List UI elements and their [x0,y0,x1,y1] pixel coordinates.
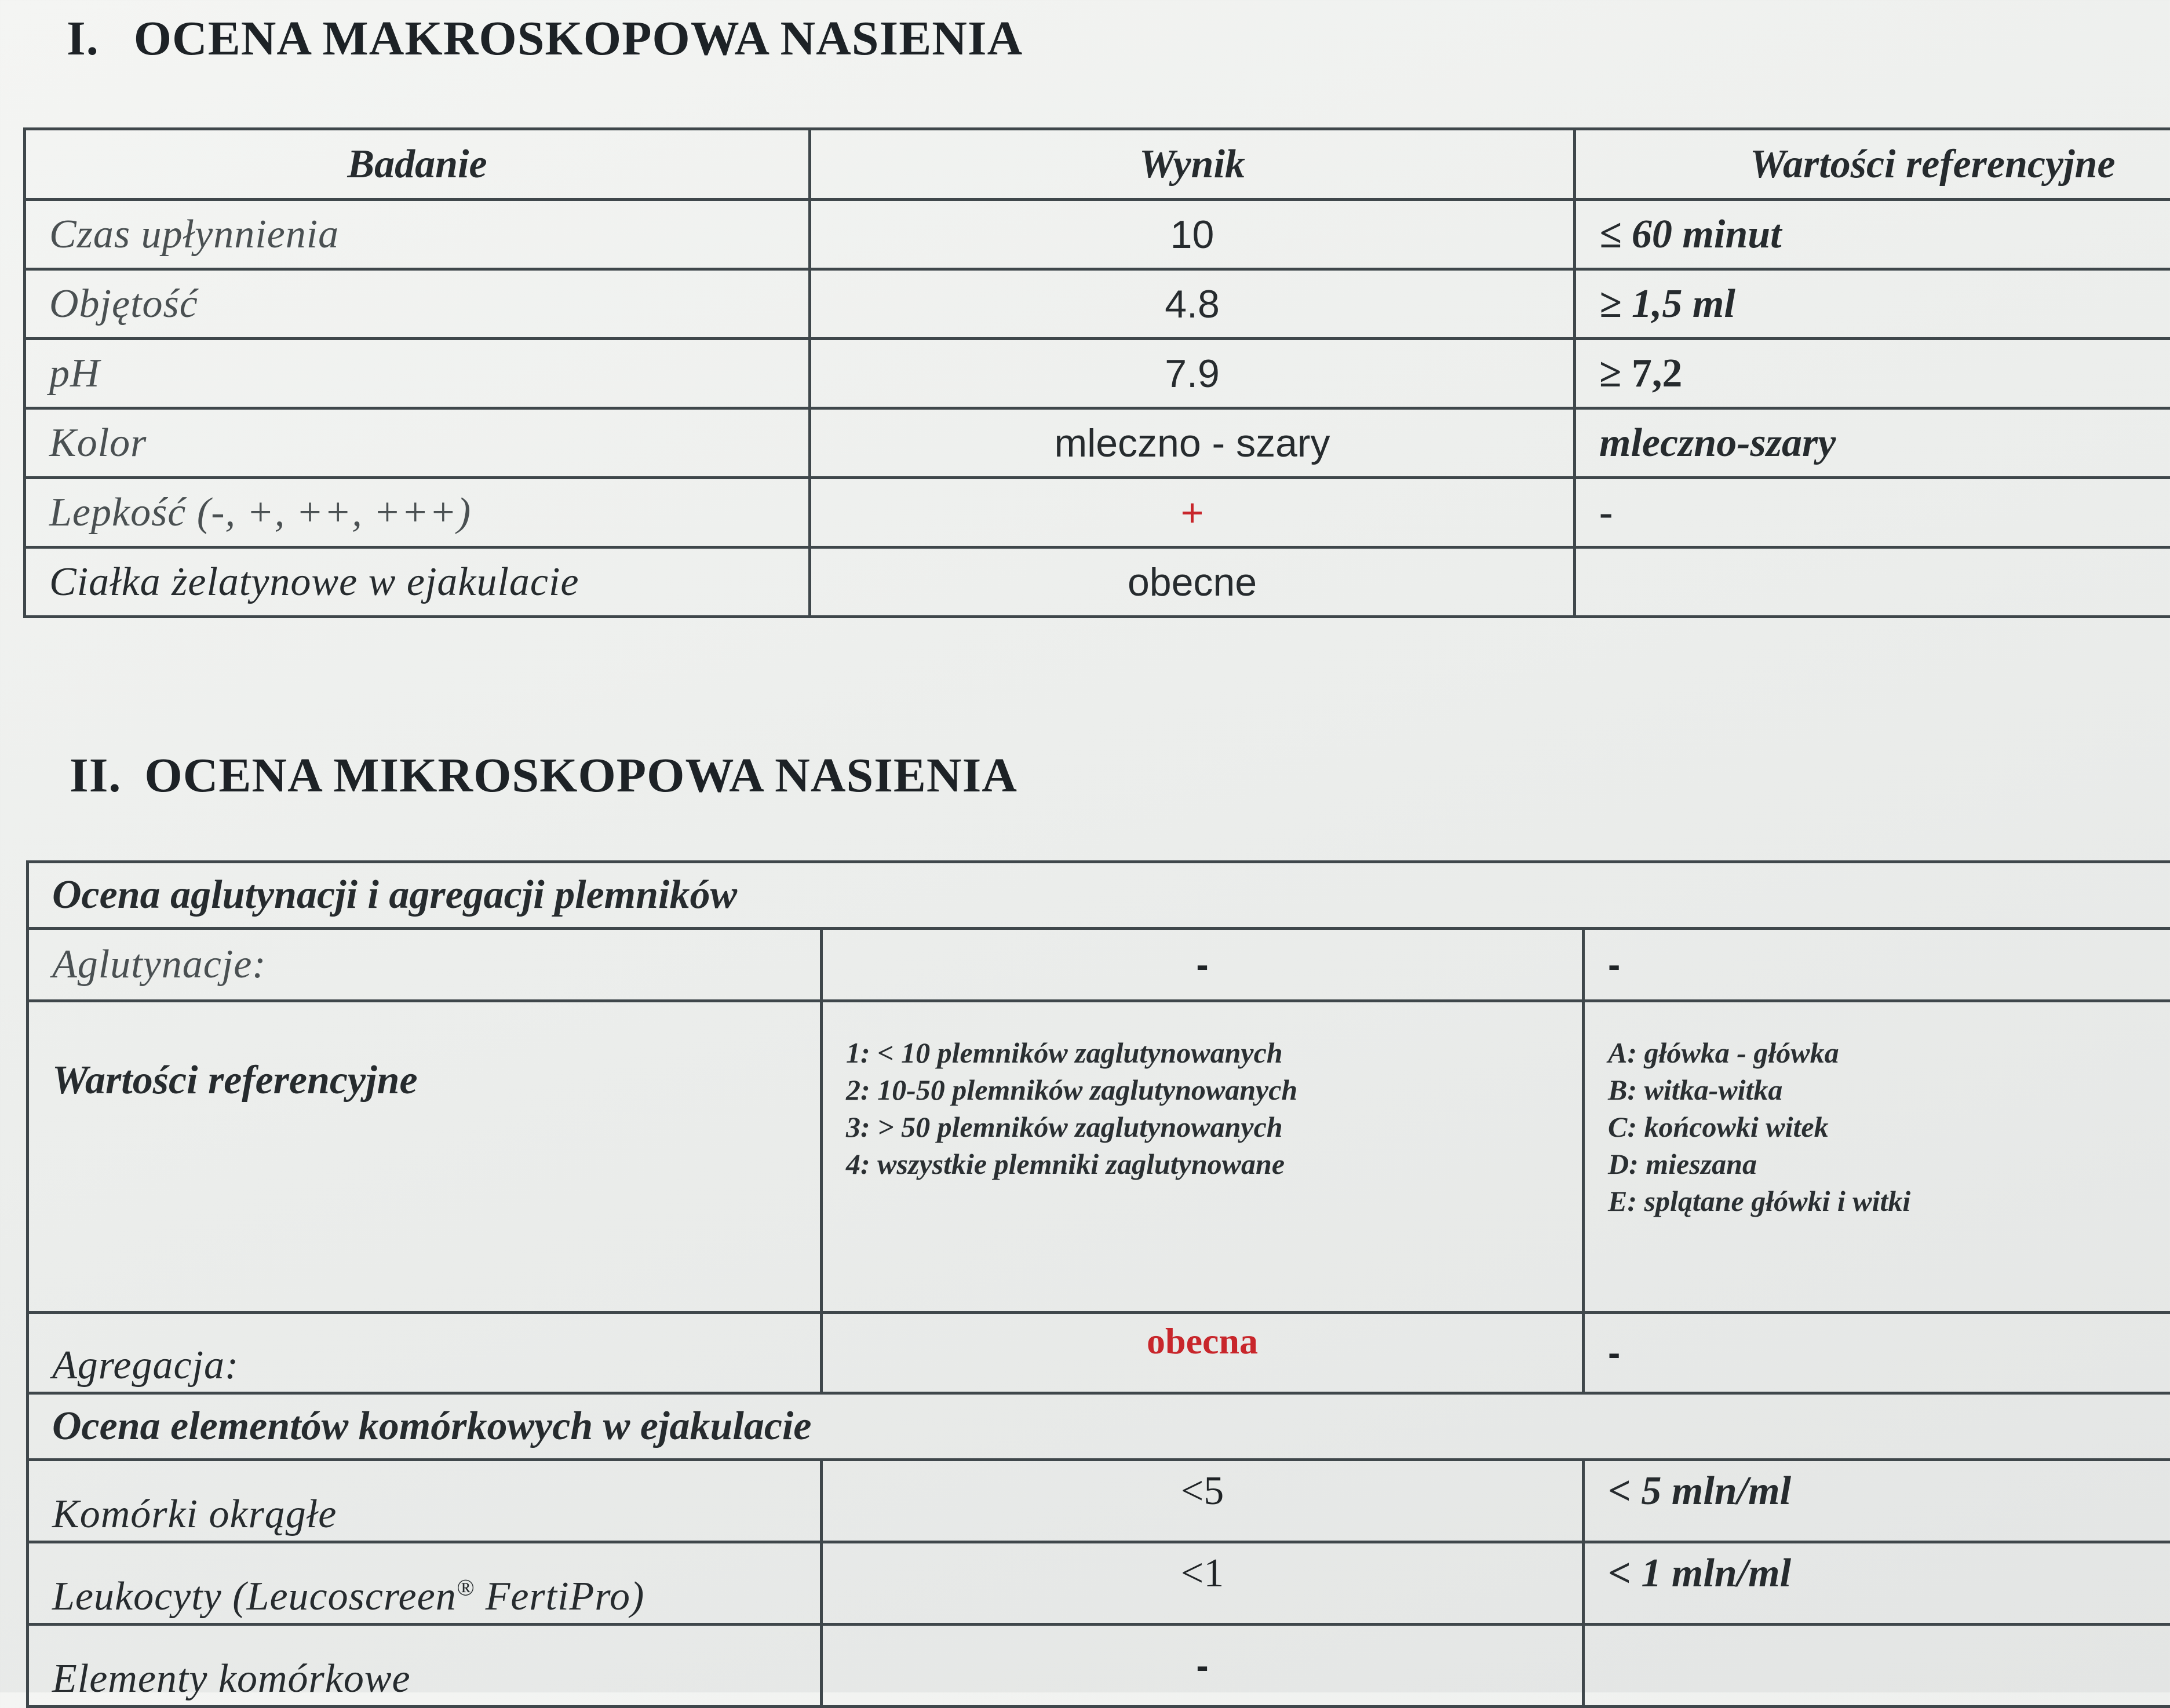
leukocyty-label: Leukocyty (Leucoscreen [52,1574,457,1619]
agglutination-types [1584,1001,2170,1313]
row-label: Ciałka żelatynowe w ejakulacie [25,548,810,617]
row-label: Kolor [25,408,810,478]
row-result: mleczno - szary [810,408,1575,478]
row-label [28,1542,822,1625]
table-row [25,478,2170,548]
type-line: A: główka - główka [1608,1034,2147,1071]
reference-values-label: Wartości referencyjne [28,1001,822,1313]
header-wynik: Wynik [810,129,1575,200]
table-row [25,200,2170,269]
microscopic-table [26,860,2170,1708]
table-row [28,1001,2170,1313]
agglutination-section-row [28,862,2170,929]
section-2-title: OCENA MIKROSKOPOWA NASIENIA [144,749,1017,802]
type-line: B: witka-witka [1608,1071,2147,1108]
aglutynacje-result: - [822,929,1584,1001]
row-label: Objętość [25,269,810,339]
table-row [25,408,2170,478]
section-1-number: I. [67,10,99,67]
row-result: <1 [822,1542,1584,1625]
row-label: Czas upłynnienia [25,200,810,269]
agregacja-reference: - [1584,1313,2170,1393]
section-1-heading [67,10,1023,67]
row-reference [1584,1625,2170,1707]
table-row [25,269,2170,339]
agglutination-section-title: Ocena aglutynacji i agregacji plemników [28,862,2170,929]
grade-line: 2: 10-50 plemników zaglutynowanych [846,1071,1297,1108]
row-label: pH [25,339,810,408]
row-reference: ≥ 1,5 ml [1575,269,2170,339]
section-2-number: II. [70,747,121,804]
row-reference: ≤ 60 minut [1575,200,2170,269]
section-2-heading [70,747,1017,804]
section-1-title: OCENA MAKROSKOPOWA NASIENIA [134,12,1023,65]
row-reference: ≥ 7,2 [1575,339,2170,408]
aglutynacje-reference: - [1584,929,2170,1001]
row-reference: < 5 mln/ml [1584,1460,2170,1542]
table-header-row [25,129,2170,200]
cells-section-row [28,1393,2170,1460]
table-row [28,1542,2170,1625]
agregacja-label: Agregacja: [28,1313,822,1393]
row-result: + [810,478,1575,548]
cells-section-title: Ocena elementów komórkowych w ejakulacie [28,1393,2170,1460]
leukocyty-label-tail: FertiPro) [475,1574,644,1619]
agglutination-grades [822,1001,1584,1313]
grade-line: 3: > 50 plemników zaglutynowanych [846,1108,1297,1145]
row-result: <5 [822,1460,1584,1542]
macroscopic-table [23,127,2170,618]
row-result: obecne [810,548,1575,617]
row-result: - [822,1625,1584,1707]
row-reference [1575,548,2170,617]
table-row [28,929,2170,1001]
row-result: 7.9 [810,339,1575,408]
table-row [28,1313,2170,1393]
type-line: C: końcowki witek [1608,1108,2147,1145]
row-reference: mleczno-szary [1575,408,2170,478]
table-row [25,339,2170,408]
row-label: Komórki okrągłe [28,1460,822,1542]
grade-line: 1: < 10 plemników zaglutynowanych [846,1034,1297,1071]
table-row [28,1460,2170,1542]
aglutynacje-label: Aglutynacje: [28,929,822,1001]
table-row [28,1625,2170,1707]
header-reference: Wartości referencyjne [1575,129,2170,200]
row-label: Lepkość (-, +, ++, +++) [25,478,810,548]
row-label: Elementy komórkowe [28,1625,822,1707]
grade-line: 4: wszystkie plemniki zaglutynowane [846,1145,1297,1183]
registered-mark: ® [457,1575,475,1601]
table-row [25,548,2170,617]
row-result: 10 [810,200,1575,269]
row-reference: - [1575,478,2170,548]
type-line: E: splątane główki i witki [1608,1183,2147,1220]
agregacja-result: obecna [822,1313,1584,1393]
row-result: 4.8 [810,269,1575,339]
row-reference: < 1 mln/ml [1584,1542,2170,1625]
header-badanie: Badanie [25,129,810,200]
type-line: D: mieszana [1608,1145,2147,1183]
